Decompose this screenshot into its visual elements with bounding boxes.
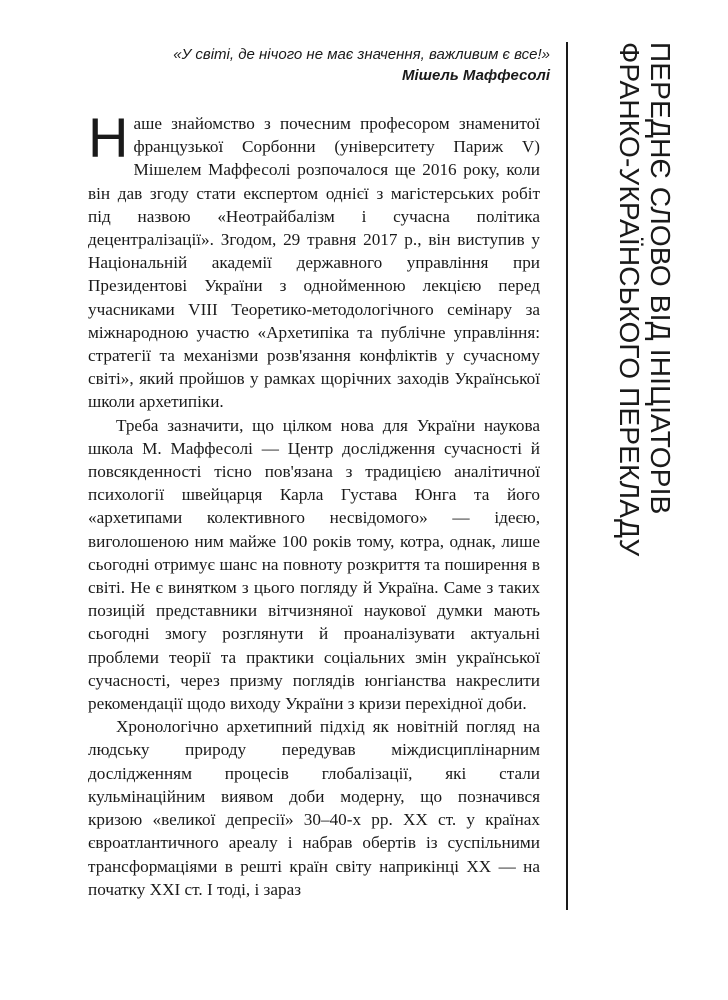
side-title-line-1: ПЕРЕДНЄ СЛОВО ВІД ІНІЦІАТОРІВ bbox=[645, 42, 676, 515]
paragraph-3: Хронологічно архетипний підхід як новітній погляд на людську природу передував міждисциплінарним дослідженням процесів глобалізації, які стали кульмінаційним виявом доби модерну, що позначився кризою «великої депресії» 30–40-х рр. XX ст. у країнах євроатлантичного ареалу і набрав обертів із суспільними трансформаціями в решті країн світу наприкінці XX — на початку XXI ст. І тоді, і зараз bbox=[88, 717, 540, 899]
paragraph-2: Треба зазначити, що цілком нова для України наукова школа М. Маффесолі — Центр дослідження сучасності й повсякденності тісно пов'язана з традицією аналітичної психології швейцарця Карла Густава Юнга та його «архетипами колективного несвідомого» — ідеєю, виголошеною ним майже 100 років тому, котра, однак, лише сьогодні отримує шанс на повноту розкриття та поширення в світі. Не є винятком з цього погляду й Україна. Саме з таких позицій представники вітчизняної наукової думки мають сьогодні змогу розглянути й проаналізувати актуальні проблеми теорії та практики соціальних змін української сучасності, через призму поглядів юнгіанства накреслити рекомендації щодо виходу України з кризи перехідної доби. bbox=[88, 415, 540, 714]
drop-cap: Н bbox=[88, 106, 129, 169]
epigraph bbox=[110, 44, 550, 86]
paragraph-1-text: аше знайомство з почесним професором знаменитої французької Сорбонни (університету Париж V) Мішелем Маффесолі розпочалося ще 2016 року, коли він дав згоду стати експертом однієї з магістерських робіт під назвою «Неотрайбалізм і сучасна політика децентралізації». Згодом, 29 травня 2017 р., він виступив у Національній академії державного управління при Президентові України з однойменною лекцією перед учасниками VIII Теоретико-методологічного семінару за міжнародною участю «Архетипіка та публічне управління: стратегії та механізми розв'язання конфліктів у сучасному світі», який пройшов у рамках щорічних заходів Української школи архетипіки. bbox=[88, 114, 540, 412]
side-title bbox=[566, 42, 676, 910]
main-text bbox=[88, 106, 540, 901]
epigraph-quote: «У світі, де нічого не має значення, важливим є все!» bbox=[173, 46, 550, 63]
side-title-line-2: ФРАНКО-УКРАЇНСЬКОГО ПЕРЕКЛАДУ bbox=[614, 42, 645, 557]
paragraph-1 bbox=[88, 106, 540, 414]
epigraph-author: Мішель Маффесолі bbox=[401, 67, 550, 84]
